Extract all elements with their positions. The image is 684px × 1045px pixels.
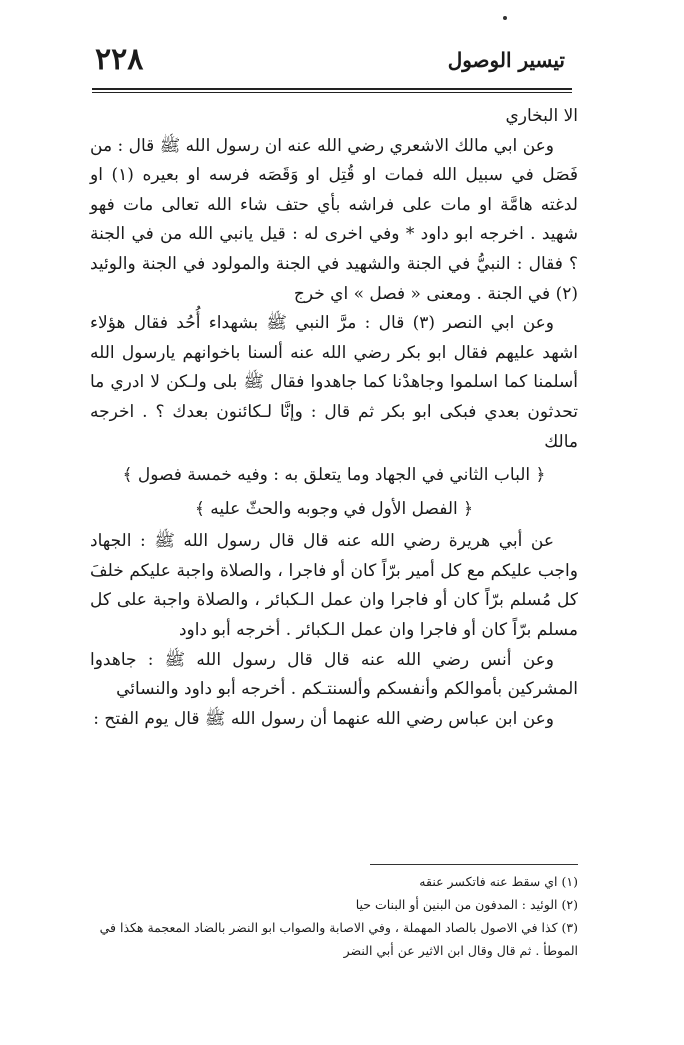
footnote bbox=[90, 893, 578, 916]
paragraph: وعن ابي مالك الاشعري رضي الله عنه ان رسول الله ﷺ قال : من فَصَل في سبيل الله فمات او قُتِل او وَقَصَه فرسه او بعيره (١) او لدغته هامَّة او مات على فراشه بأي حتف شاء الله تعالى مات فهو شهيد . اخرجه ابو داود * وفي اخرى له : قيل يانبي الله من في الجنة ؟ فقال : النبيُّ في الجنة والشهيد في الجنة والمولود في الجنة والوئيد (٢) في الجنة . ومعنى « فصل » اي خرج bbox=[90, 135, 579, 304]
footnote bbox=[90, 916, 578, 962]
footnotes bbox=[90, 870, 578, 962]
footnote-number: (٣) bbox=[561, 920, 578, 935]
running-title: تيسير الوصول bbox=[447, 48, 565, 72]
footnote-rule bbox=[370, 864, 578, 865]
page-number: ٢٢٨ bbox=[95, 42, 144, 77]
header-rule bbox=[92, 88, 572, 93]
section-heading: ﴿ الفصل الأول في وجوبه والحثّ عليه ﴾ bbox=[194, 499, 474, 520]
page-header bbox=[95, 42, 565, 82]
paragraph: عن أبي هريرة رضي الله عنه قال قال رسول الله ﷺ : الجهاد واجب عليكم مع كل أمير برّاً كان أو فاجرا ، والصلاة واجبة عليكم خلفَ كل مُسلم برّاً كان أو فاجرا وان عمل الـكبائر ، والصلاة واجبة على كل مسلم برّاً كان أو فاجرا وان عمل الـكبائر . أخرجه أبو داود bbox=[90, 531, 578, 640]
footnote-text: كذا في الاصول بالصاد المهملة ، وفي الاصابة والصواب ابو النضر بالضاد المعجمة هكذا في الموطأ . ثم قال وقال ابن الاثير عن أبي النضر bbox=[99, 920, 578, 958]
footnote bbox=[90, 870, 578, 893]
ink-speck bbox=[503, 16, 507, 20]
body-text bbox=[90, 102, 578, 734]
paragraph: وعن ابن عباس رضي الله عنهما أن رسول الله ﷺ قال يوم الفتح : bbox=[93, 708, 554, 729]
footnote-number: (٢) bbox=[561, 897, 578, 912]
footnote-text: اي سقط عنه فاتكسر عنقه bbox=[419, 874, 558, 889]
paragraph: وعن أنس رضي الله عنه قال قال رسول الله ﷺ : جاهدوا المشركين بأموالكم وأنفسكم وألسنتـكم . أخرجه أبو داود والنسائي bbox=[90, 649, 578, 700]
footnote-text: الوئيد : المدفون من البنين أو البنات حيا bbox=[355, 897, 558, 912]
paragraph: الا البخاري bbox=[505, 106, 578, 126]
chapter-heading: ﴿ الباب الثاني في الجهاد وما يتعلق به : وفيه خمسة فصول ﴾ bbox=[122, 465, 546, 486]
footnote-number: (١) bbox=[561, 874, 578, 889]
paragraph: وعن ابي النصر (٣) قال : مرَّ النبي ﷺ بشهداء أُحُد فقال هؤلاء اشهد عليهم فقال ابو بكر رضي الله عنه ألسنا باخوانهم يارسول الله أسلمنا كما اسلموا وجاهدْنا كما جاهدوا فقال ﷺ بلى ولـكن لا ادري ما تحدثون بعدي فبكى ابو بكر ثم قال : وإنَّا لـكائنون بعدك ؟ . اخرجه مالك bbox=[90, 313, 578, 452]
